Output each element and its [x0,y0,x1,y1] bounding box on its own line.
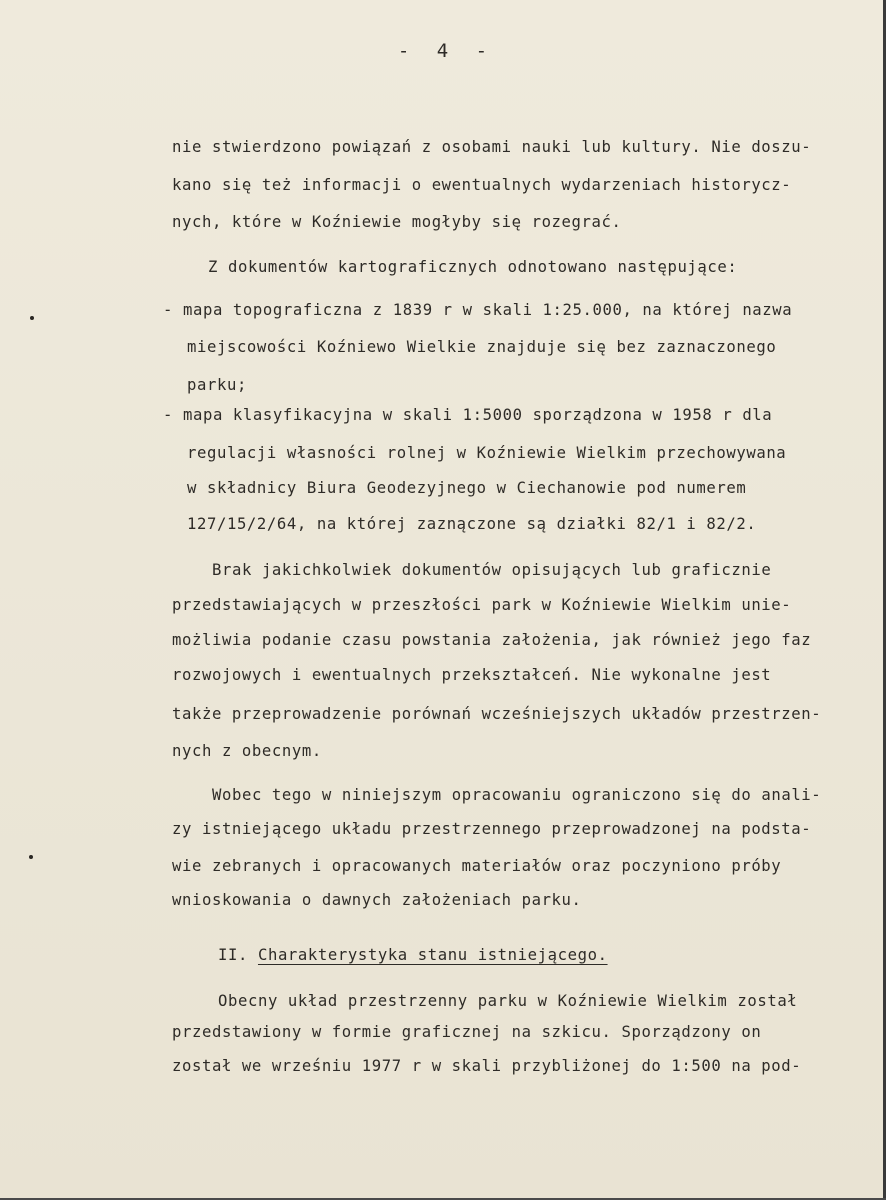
text-line: zy istniejącego układu przestrzennego przeprowadzonej na podsta- [172,820,812,838]
text-line: Z dokumentów kartograficznych odnotowano następujące: [208,258,738,276]
text-line: nie stwierdzono powiązań z osobami nauki lub kultury. Nie doszu- [172,138,812,156]
text-line: nych, które w Koźniewie mogłyby się rozegrać. [172,213,622,231]
text-line: wie zebranych i opracowanych materiałów oraz poczyniono próby [172,857,782,875]
text-line: przedstawiony w formie graficznej na szkicu. Sporządzony on [172,1023,762,1041]
page-number: - 4 - [397,40,489,62]
list-item-line: - mapa topograficzna z 1839 r w skali 1:25.000, na której nazwa [163,301,793,319]
text-line: został we wrześniu 1977 r w skali przybliżonej do 1:500 na pod- [172,1057,802,1075]
text-line: Brak jakichkolwiek dokumentów opisujących lub graficznie [212,561,772,579]
list-item-line: w składnicy Biura Geodezyjnego w Ciechanowie pod numerem [187,479,747,497]
heading-title: Charakterystyka stanu istniejącego. [257,946,608,964]
text-line: kano się też informacji o ewentualnych wydarzeniach historycz- [172,176,792,194]
list-item-line: regulacji własności rolnej w Koźniewie Wielkim przechowywana [187,444,787,462]
text-line: Wobec tego w niniejszym opracowaniu ograniczono się do anali- [212,786,822,804]
list-item-line: parku; [187,376,247,394]
section-heading [218,945,608,965]
text-line: przedstawiających w przeszłości park w Koźniewie Wielkim unie- [172,596,792,614]
scan-speck [30,316,34,320]
text-line: rozwojowych i ewentualnych przekształceń. Nie wykonalne jest [172,666,772,684]
scan-speck [29,855,33,859]
list-item-line: - mapa klasyfikacyjna w skali 1:5000 sporządzona w 1958 r dla [163,406,773,424]
list-item-line: miejscowości Koźniewo Wielkie znajduje się bez zaznaczonego [187,338,777,356]
text-line: możliwia podanie czasu powstania założenia, jak również jego faz [172,631,812,649]
text-line: wnioskowania o dawnych założeniach parku. [172,891,582,909]
text-line: także przeprowadzenie porównań wcześniejszych układów przestrzen- [172,705,822,723]
text-line: nych z obecnym. [172,742,322,760]
heading-number: II. [218,946,248,964]
text-line: Obecny układ przestrzenny parku w Koźniewie Wielkim został [218,992,798,1010]
list-item-line: 127/15/2/64, na której zaznączone są działki 82/1 i 82/2. [187,515,757,533]
